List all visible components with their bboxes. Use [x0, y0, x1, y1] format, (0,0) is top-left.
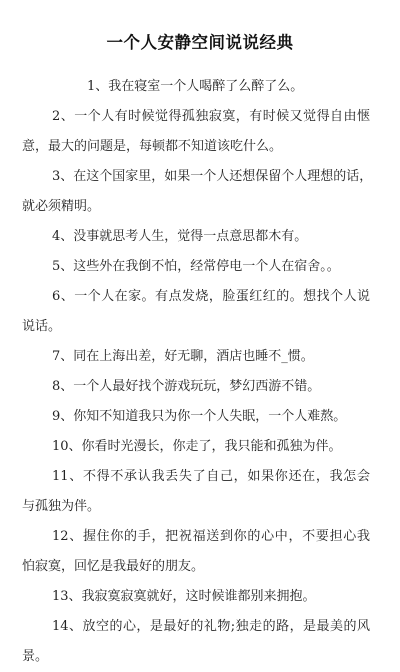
quote-text: 1、我在寝室一个人喝醉了么醉了么。: [87, 79, 304, 94]
quote-text-continued: 怕寂寞，回忆是我最好的朋友。: [22, 559, 205, 574]
quote-item: [0, 612, 400, 672]
quote-item: [0, 342, 400, 372]
quote-text: 14、放空的心，是最好的礼物;独走的路，是最美的风: [52, 619, 370, 634]
quote-text: 10、你看时光漫长，你走了，我只能和孤独为伴。: [52, 439, 342, 454]
quote-text: 3、在这个国家里，如果一个人还想保留个人理想的话，: [52, 169, 373, 184]
quote-text-continued: 与孤独为伴。: [22, 499, 101, 514]
quote-text-continued: 说话。: [22, 319, 62, 334]
quote-text-continued: 景。: [22, 649, 49, 664]
quote-text: 8、一个人最好找个游戏玩玩，梦幻西游不错。: [52, 379, 321, 394]
quote-text-continued: 就必须精明。: [22, 199, 101, 214]
quote-text: 13、我寂寞寂寞就好，这时候谁都别来拥抱。: [52, 589, 316, 604]
quote-text: 2、一个人有时候觉得孤独寂寞，有时候又觉得自由惬: [52, 109, 370, 124]
document-title: 一个人安静空间说说经典: [106, 33, 294, 52]
quote-item: [0, 402, 400, 432]
quote-item: [0, 252, 400, 282]
quote-text: 5、这些外在我倒不怕，经常停电一个人在宿舍。。: [52, 259, 340, 274]
quote-text: 11、不得不承认我丢失了自己，如果你还在，我怎会: [52, 469, 370, 484]
quote-item: [0, 162, 400, 222]
quote-item: [0, 102, 400, 162]
quote-item: [0, 432, 400, 462]
quote-item: [0, 462, 400, 522]
quote-text: 12、握住你的手，把祝福送到你的心中，不要担心我: [52, 529, 370, 544]
quote-text: 6、一个人在家。有点发烧，脸蛋红红的。想找个人说: [52, 289, 370, 304]
quote-text: 9、你知不知道我只为你一个人失眠，一个人难熬。: [52, 409, 347, 424]
quote-item: [0, 282, 400, 342]
quote-text-continued: 意，最大的问题是，每顿都不知道该吃什么。: [22, 139, 283, 154]
quote-item: [0, 522, 400, 582]
quote-item: [0, 372, 400, 402]
quote-text: 7、同在上海出差，好无聊，酒店也睡不_惯。: [52, 349, 314, 364]
quote-item: [0, 72, 400, 102]
quote-text: 4、没事就思考人生，觉得一点意思都木有。: [52, 229, 308, 244]
quote-item: [0, 222, 400, 252]
